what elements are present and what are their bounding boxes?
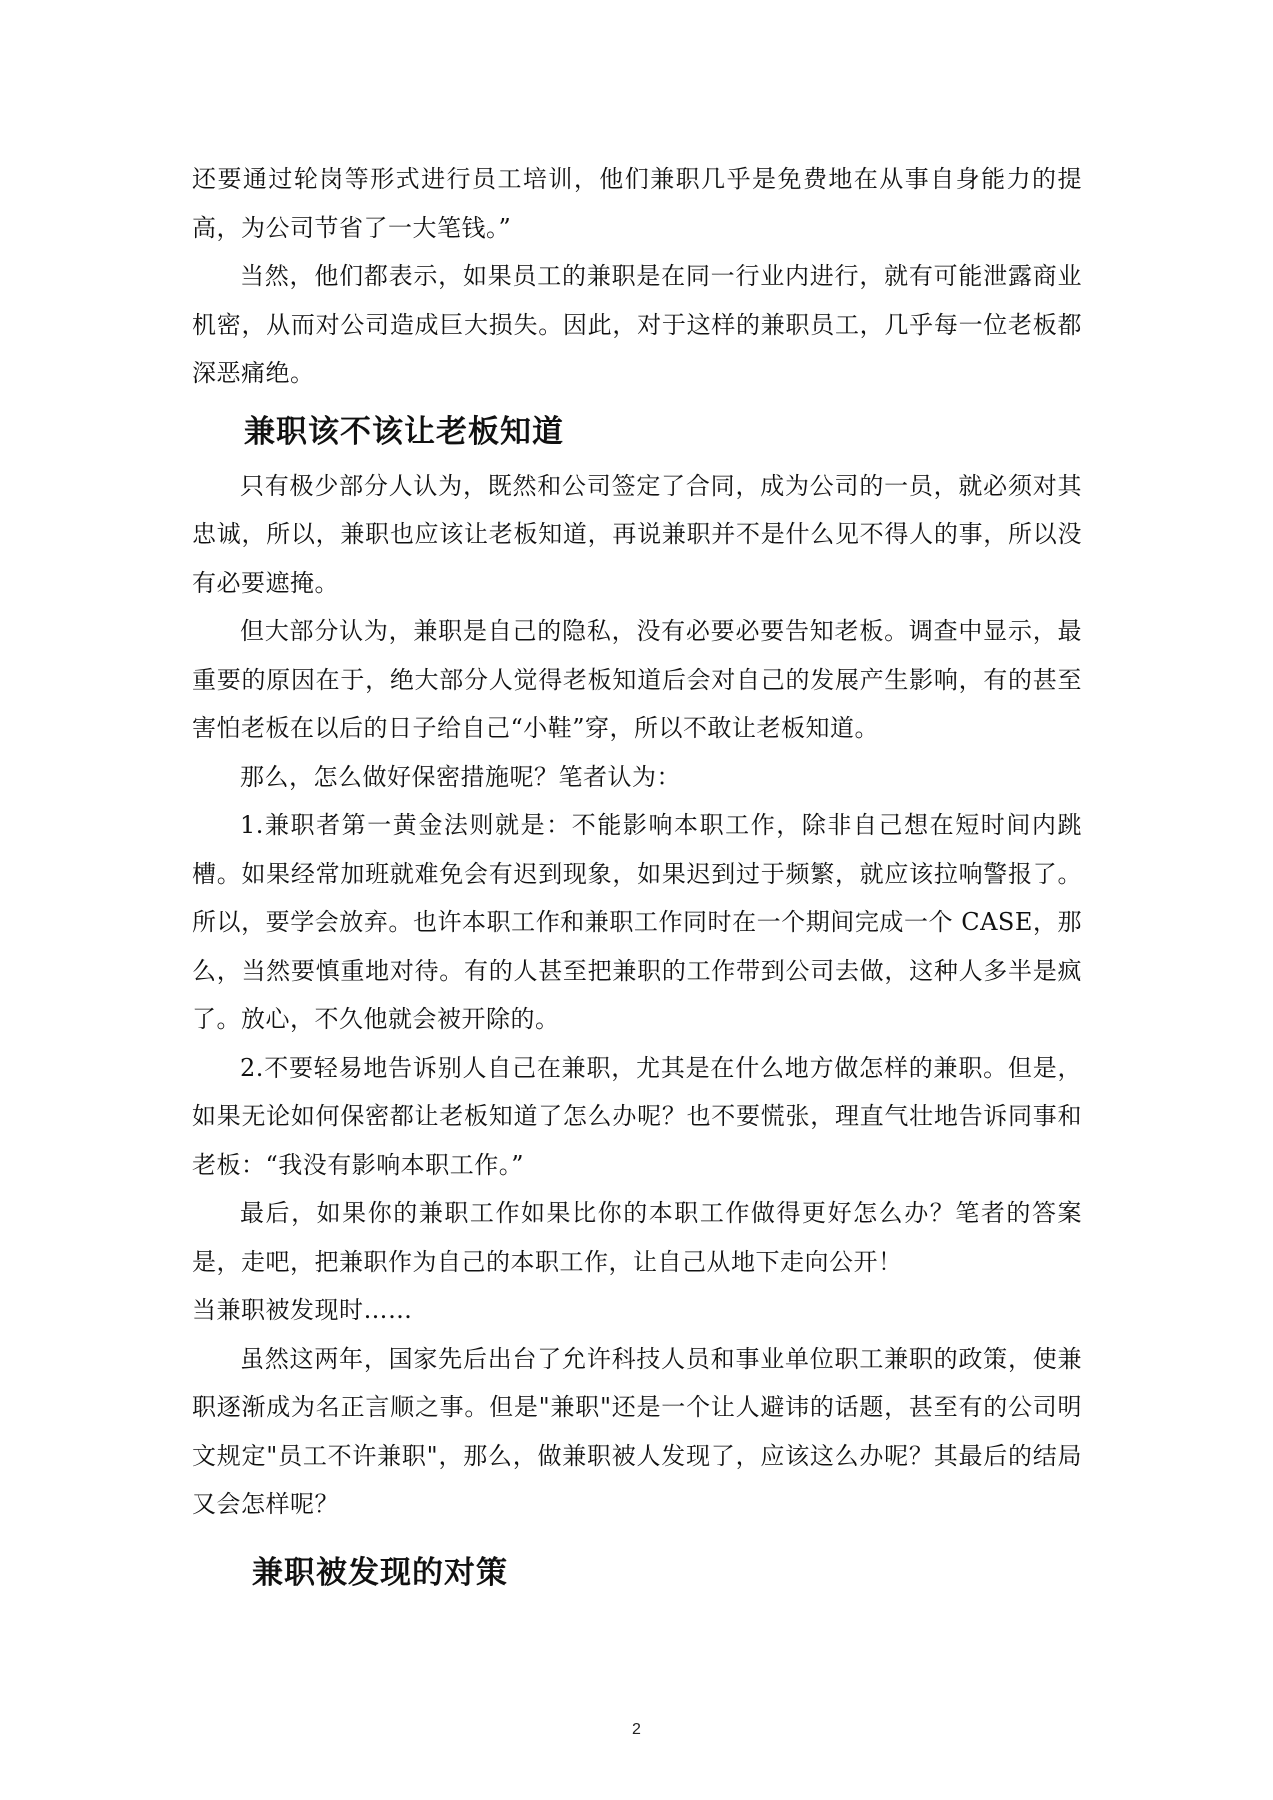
- paragraph: 还要通过轮岗等形式进行员工培训，他们兼职几乎是免费地在从事自身能力的提高，为公司节省了一大笔钱。”: [192, 165, 1082, 242]
- numbered-paragraph: 1.兼职者第一黄金法则就是：不能影响本职工作，除非自己想在短时间内跳槽。如果经常加班就难免会有迟到现象，如果迟到过于频繁，就应该拉响警报了。所以，要学会放弃。也许本职工作和兼职工作同时在一个期间完成一个 CASE，那么，当然要慎重地对待。有的人甚至把兼职的工作带到公司去做，这种人多半是疯了。放心，不久他就会被开除的。: [192, 811, 1082, 1033]
- document-body: [192, 155, 1082, 1603]
- paragraph: 那么，怎么做好保密措施呢？笔者认为：: [240, 762, 681, 791]
- page-number: 2: [632, 1721, 641, 1738]
- section-heading: 兼职该不该让老板知道: [244, 413, 564, 450]
- paragraph: 但大部分认为，兼职是自己的隐私，没有必要必要告知老板。调查中显示，最重要的原因在于，绝大部分人觉得老板知道后会对自己的发展产生影响，有的甚至害怕老板在以后的日子给自己“小鞋”穿，所以不敢让老板知道。: [192, 617, 1082, 742]
- section-heading: 兼职被发现的对策: [252, 1554, 508, 1591]
- paragraph: 虽然这两年，国家先后出台了允许科技人员和事业单位职工兼职的政策，使兼职逐渐成为名正言顺之事。但是"兼职"还是一个让人避讳的话题，甚至有的公司明文规定"员工不许兼职"，那么，做兼职被人发现了，应该这么办呢？其最后的结局又会怎样呢？: [192, 1344, 1082, 1518]
- paragraph: 最后，如果你的兼职工作如果比你的本职工作做得更好怎么办？笔者的答案是，走吧，把兼职作为自己的本职工作，让自己从地下走向公开！: [192, 1199, 1082, 1276]
- numbered-paragraph: 2.不要轻易地告诉别人自己在兼职，尤其是在什么地方做怎样的兼职。但是，如果无论如何保密都让老板知道了怎么办呢？也不要慌张，理直气壮地告诉同事和老板：“我没有影响本职工作。”: [192, 1053, 1082, 1179]
- subheading-line: 当兼职被发现时……: [192, 1296, 413, 1324]
- paragraph: 只有极少部分人认为，既然和公司签定了合同，成为公司的一员，就必须对其忠诚，所以，兼职也应该让老板知道，再说兼职并不是什么见不得人的事，所以没有必要遮掩。: [192, 471, 1082, 597]
- paragraph: 当然，他们都表示，如果员工的兼职是在同一行业内进行，就有可能泄露商业机密，从而对公司造成巨大损失。因此，对于这样的兼职员工，几乎每一位老板都深恶痛绝。: [192, 262, 1082, 387]
